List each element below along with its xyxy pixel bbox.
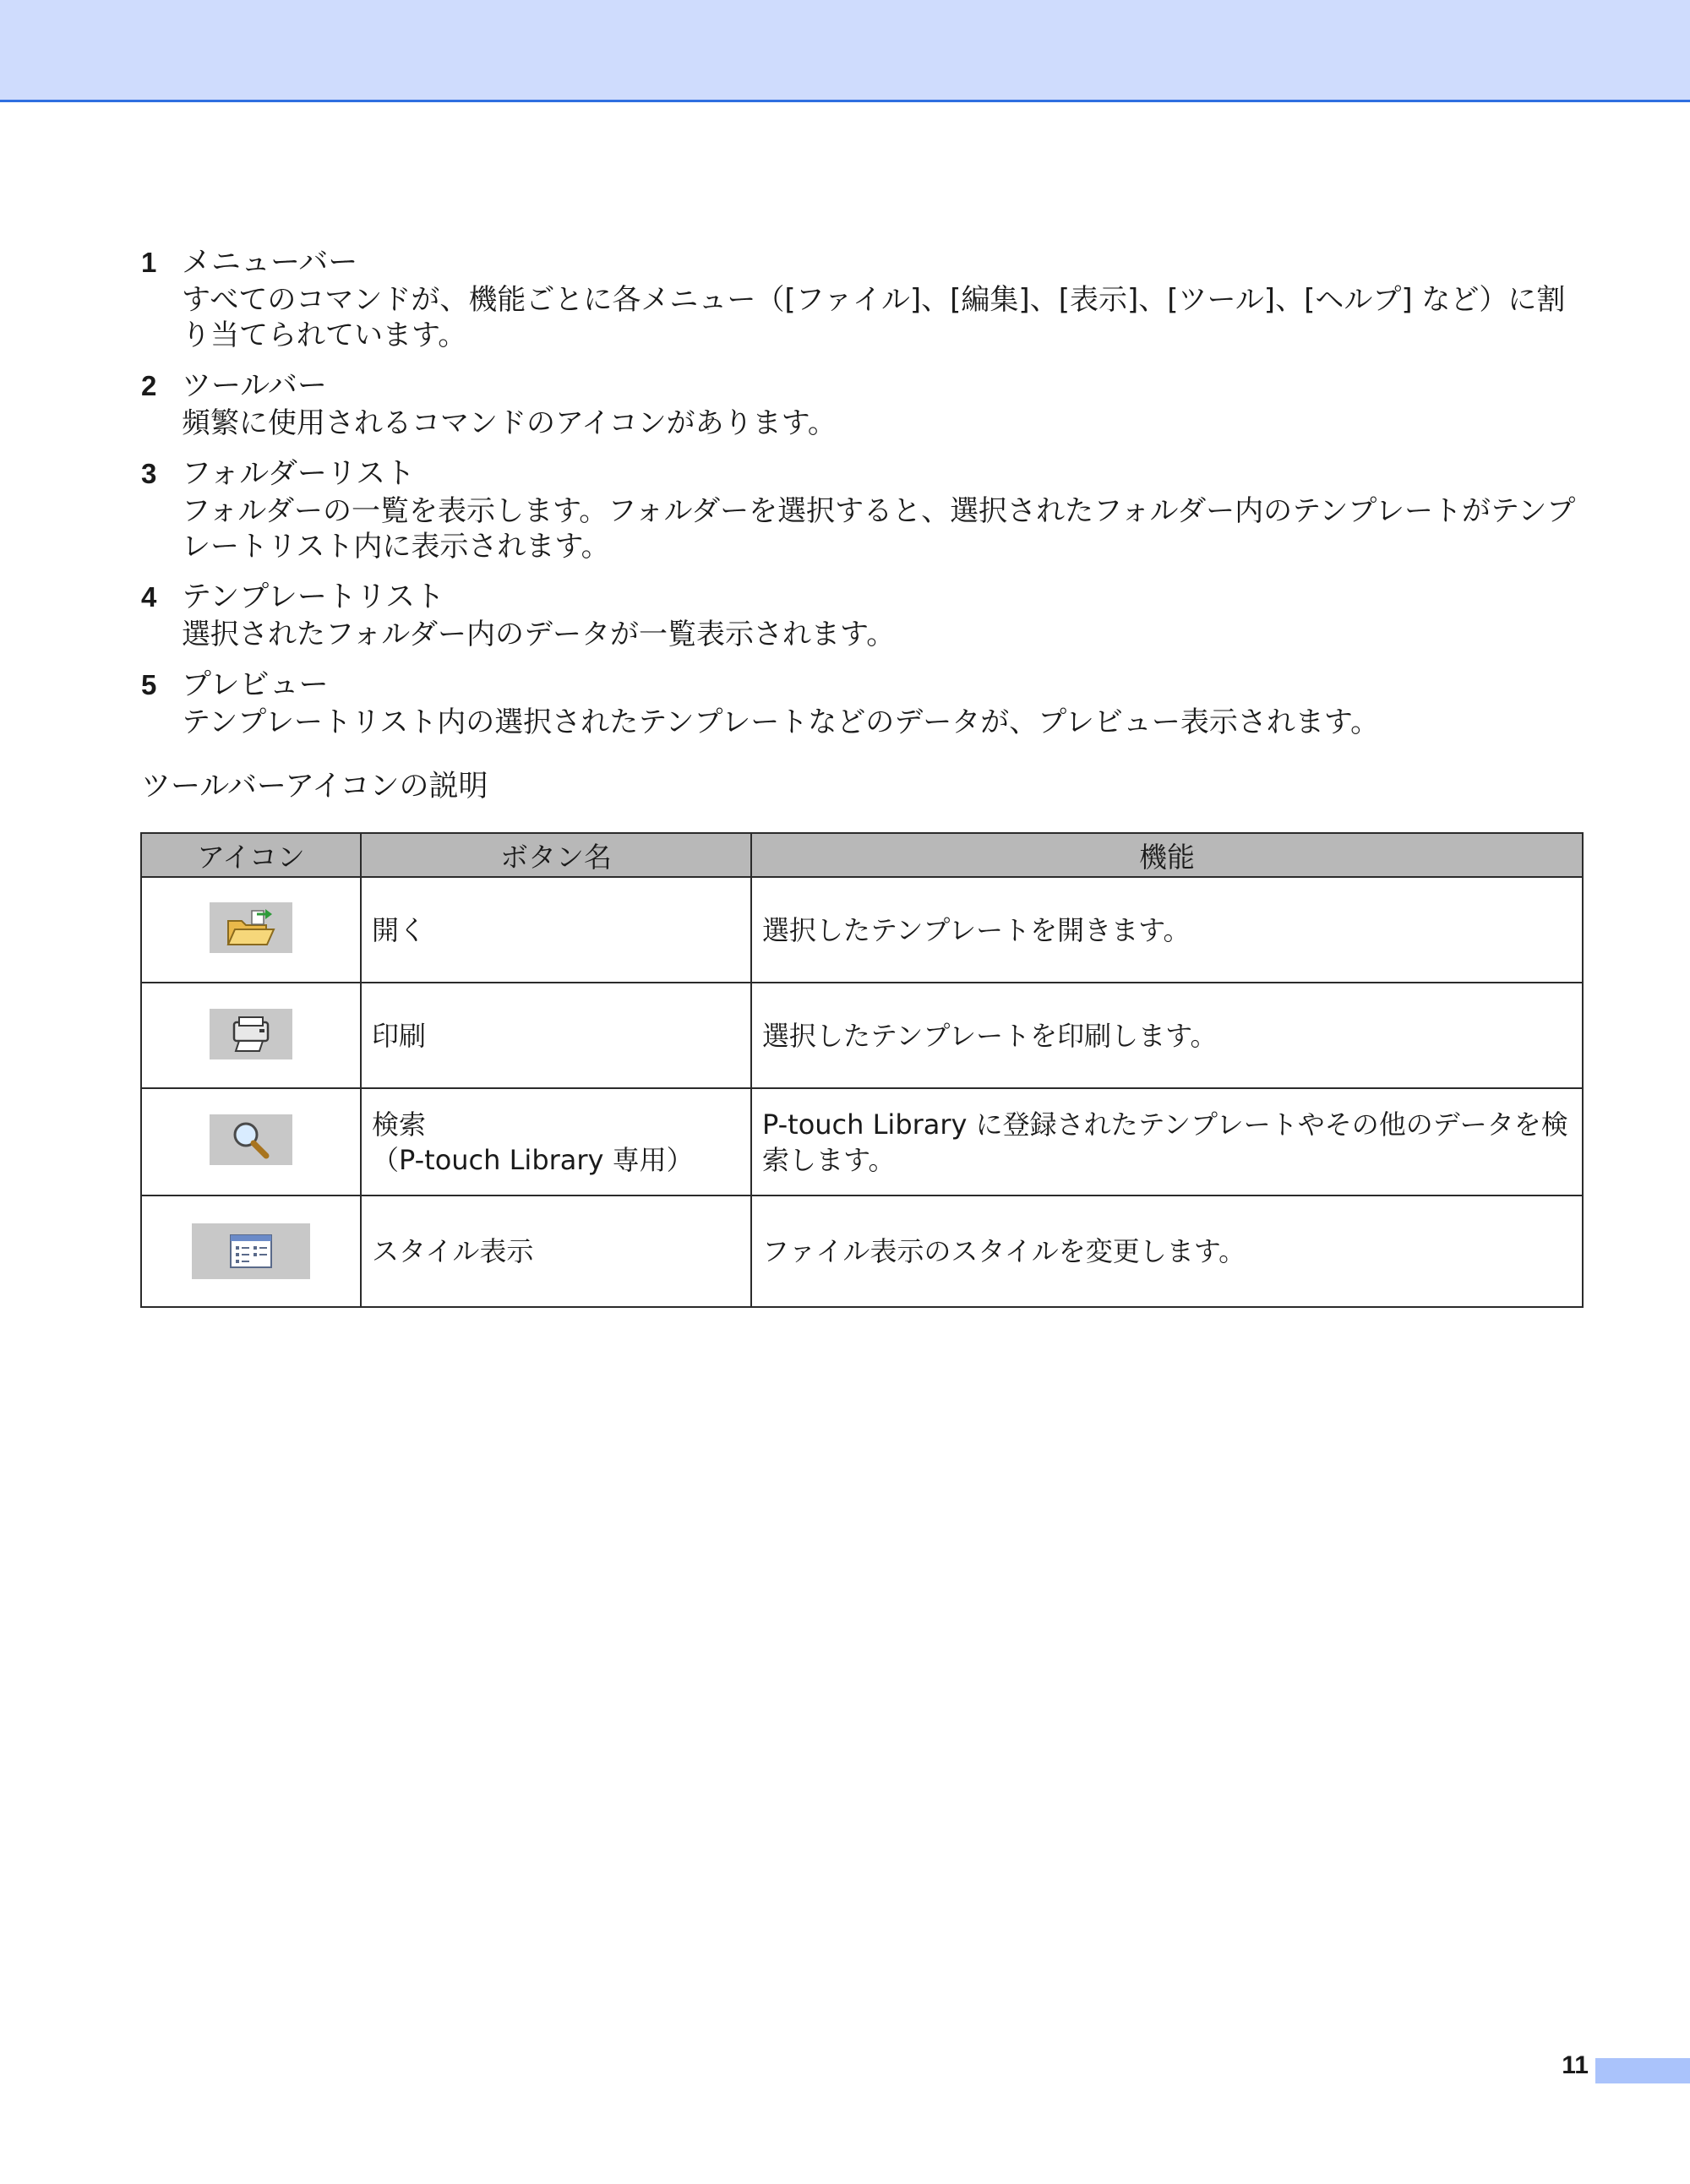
content — [141, 243, 1582, 808]
item-title: プレビュー — [182, 668, 329, 702]
button-name: 印刷 — [372, 1019, 427, 1052]
button-name-note: （P-touch Library 専用） — [372, 1143, 694, 1176]
item-number: 5 — [141, 669, 157, 700]
item-description: フォルダーの一覧を表示します。フォルダーを選択すると、選択されたフォルダー内のテンプレートがテンプレートリスト内に表示されます。 — [182, 494, 1576, 564]
item-number: 2 — [141, 370, 157, 401]
function-cell: ファイル表示のスタイルを変更します。 — [751, 1195, 1583, 1307]
button-name-cell — [361, 983, 751, 1088]
header-band — [0, 0, 1690, 102]
icon-cell — [141, 1195, 361, 1307]
function-cell: 選択したテンプレートを印刷します。 — [751, 983, 1583, 1088]
item-description: すべてのコマンドが、機能ごとに各メニュー（[ファイル]、[編集]、[表示]、[ツール]、[ヘルプ] など）に割り当てられています。 — [182, 283, 1566, 352]
table-row — [141, 877, 1583, 983]
table-row — [141, 1195, 1583, 1307]
item-number: 1 — [141, 247, 157, 278]
item-description: 選択されたフォルダー内のデータが一覧表示されます。 — [182, 618, 896, 651]
folder-open-icon — [210, 902, 292, 953]
column-header-button-name: ボタン名 — [361, 833, 751, 877]
column-header-function: 機能 — [751, 833, 1583, 877]
toolbar-icon-table — [140, 832, 1584, 1308]
item-description: テンプレートリスト内の選択されたテンプレートなどのデータが、プレビュー表示されます。 — [182, 705, 1380, 739]
magnifier-icon — [210, 1114, 292, 1165]
list-item — [141, 455, 1582, 564]
button-name-cell — [361, 1195, 751, 1307]
item-description: 頻繁に使用されるコマンドのアイコンがあります。 — [182, 406, 837, 440]
list-view-icon — [192, 1223, 310, 1279]
item-title: ツールバー — [182, 369, 327, 403]
printer-icon — [210, 1009, 292, 1059]
function-cell: 選択したテンプレートを開きます。 — [751, 877, 1583, 983]
button-name-cell — [361, 1088, 751, 1195]
list-item — [141, 367, 1582, 441]
item-title: メニューバー — [182, 246, 358, 280]
list-item — [141, 578, 1582, 652]
column-header-icon: アイコン — [141, 833, 361, 877]
table-row — [141, 983, 1583, 1088]
list-item — [141, 666, 1582, 740]
function-cell: P-touch Library に登録されたテンプレートやその他のデータを検索します。 — [751, 1088, 1583, 1195]
item-title: テンプレートリスト — [182, 580, 445, 614]
section-title: ツールバーアイコンの説明 — [141, 770, 488, 803]
page-number: 11 — [1562, 2051, 1589, 2079]
icon-cell — [141, 983, 361, 1088]
item-number: 4 — [141, 581, 157, 613]
table-row — [141, 1088, 1583, 1195]
button-name: スタイル表示 — [372, 1235, 534, 1267]
list-item — [141, 243, 1582, 353]
item-title: フォルダーリスト — [182, 457, 416, 491]
table-header-row — [141, 833, 1583, 877]
button-name-cell — [361, 877, 751, 983]
button-name: 開く — [372, 913, 427, 946]
page-tab-marker — [1595, 2058, 1690, 2083]
button-name: 検索 — [372, 1108, 427, 1141]
item-number: 3 — [141, 458, 157, 489]
icon-cell — [141, 877, 361, 983]
icon-cell — [141, 1088, 361, 1195]
